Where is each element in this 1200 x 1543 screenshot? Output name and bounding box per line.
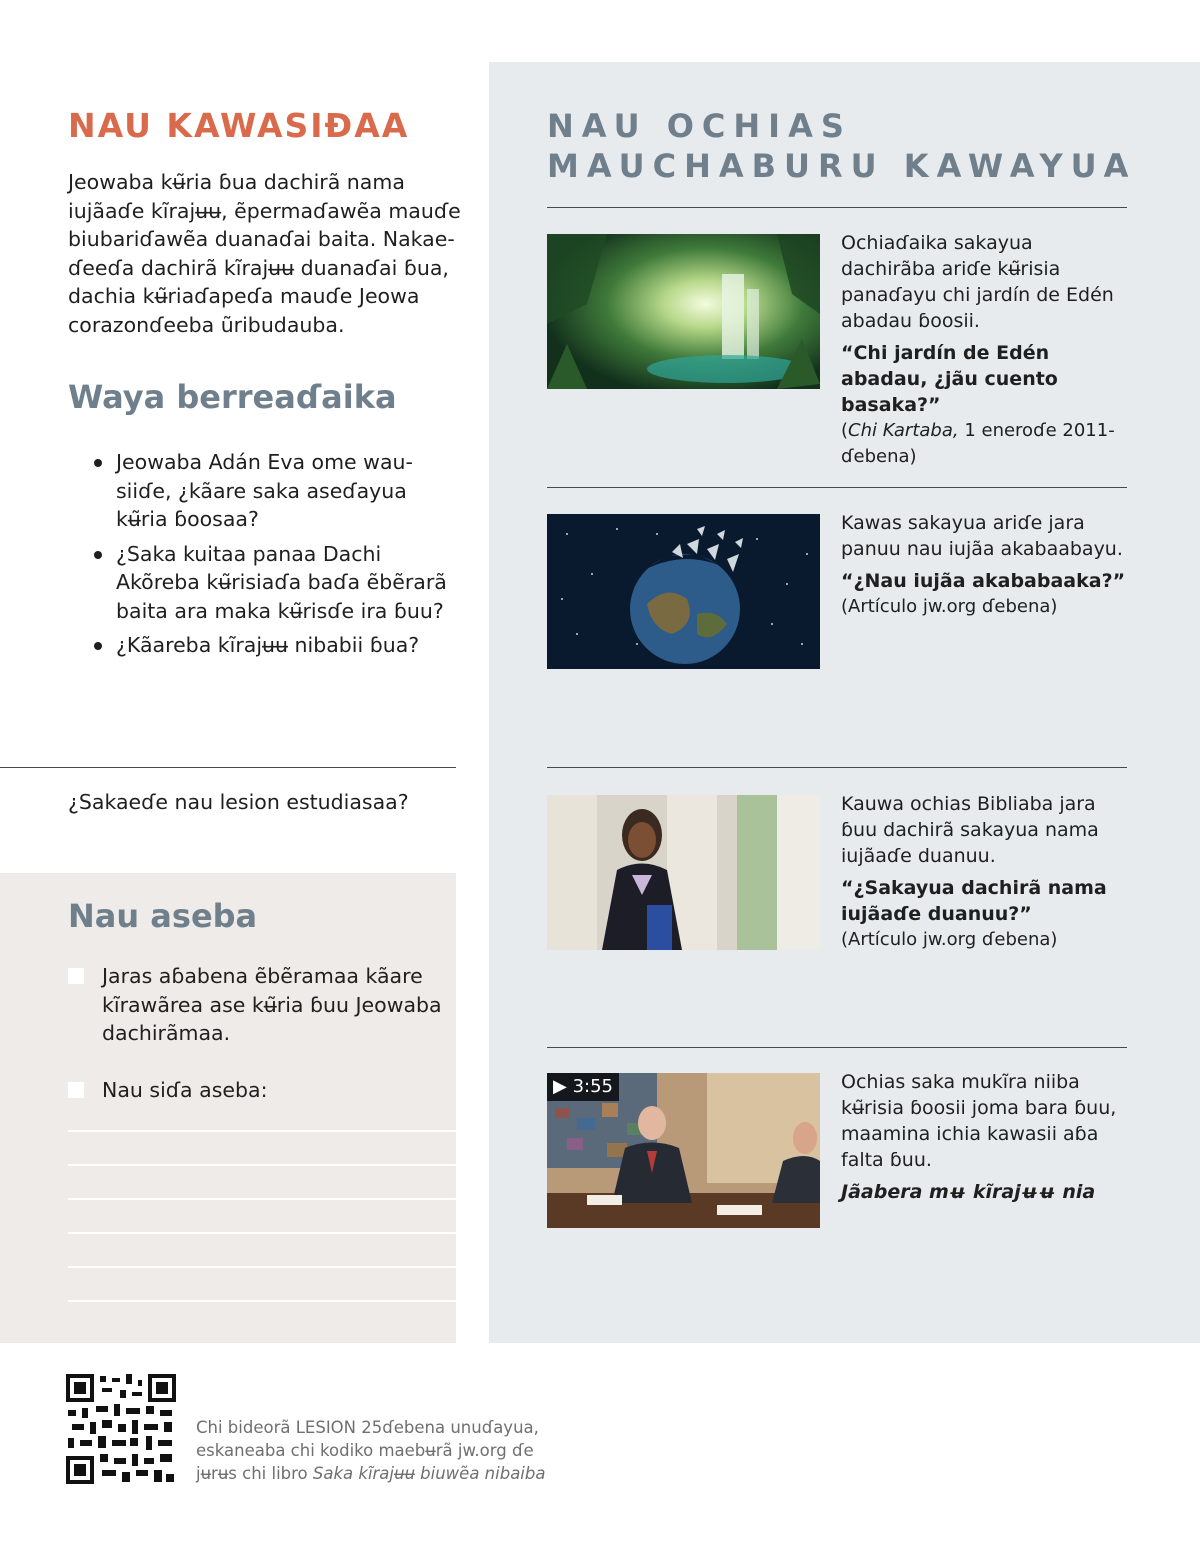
- earth-image[interactable]: [547, 514, 820, 669]
- writing-line[interactable]: [68, 1130, 456, 1132]
- source-italic: Chi Kartaba,: [848, 420, 959, 441]
- bullet-icon: [94, 459, 102, 467]
- video-thumbnail[interactable]: [547, 1073, 820, 1228]
- item-title-link[interactable]: “¿Sakayua dachirã nama iujãaɗe duanuu?”: [841, 877, 1107, 925]
- explore-heading-line: MAUCHABURU KAWAYUA: [547, 147, 1137, 185]
- item-source: (Artículo jw.org ɗebena): [841, 929, 1058, 950]
- footer-line: Chi bideorã LESION 25ɗebena unuɗayua,: [196, 1418, 539, 1437]
- goal-item-text: Nau siɗa aseba:: [102, 1078, 268, 1102]
- explore-heading-line: NAU OCHIAS: [547, 107, 852, 145]
- checkbox[interactable]: [68, 968, 84, 984]
- item-description: Kauwa ochias Bibliaba jara ɓuu dachirã sakayua nama iujãaɗe duanuu.: [841, 793, 1099, 867]
- footer-line: jʉrʉs chi libro: [196, 1464, 313, 1483]
- section-heading-kawasidaa: NAU KAWASIƉAA: [68, 106, 410, 145]
- item-description: Kawas sakayua ariɗe jara panuu nau iujãa akabaabayu.: [841, 512, 1123, 560]
- goal-item: [68, 962, 472, 1048]
- explore-item-text: [841, 791, 1133, 953]
- divider: [547, 767, 1127, 768]
- shattering-earth-illustration: [547, 514, 820, 669]
- item-title-link[interactable]: Jãabera mʉ kĩrajʉʉ nia: [841, 1181, 1096, 1203]
- intro-paragraph: Jeowaba kʉ̃ria ɓua dachirã nama iujãaɗe kĩrajʉʉ, ẽpermaɗawẽa mauɗe biubariɗawẽa duanaɗai baita. Nakaeɗeeɗa dachirã kĩrajʉʉ duanaɗai ɓua, dachia kʉ̃riaɗapeɗa mauɗe Jeowa corazonɗeeba ũribudauba.: [68, 170, 461, 337]
- divider: [547, 1047, 1127, 1048]
- explore-heading: [547, 106, 1136, 186]
- study-question: ¿Sakaeɗe nau lesion estudiasaa?: [68, 790, 409, 814]
- video-duration-badge: [547, 1073, 619, 1101]
- source-open: (: [841, 420, 849, 441]
- woman-image[interactable]: [547, 795, 820, 950]
- item-description: Ochias saka mukĩra niiba kʉ̃risia ɓoosii joma bara ɓuu, maamina ichia kawasii aɓa falta ɓuu.: [841, 1071, 1117, 1171]
- goal-item-text: Jaras aɓabena ẽbẽramaa kãare kĩrawãrea ase kʉ̃ria ɓuu Jeowaba dachirãmaa.: [102, 964, 442, 1045]
- writing-line[interactable]: [68, 1198, 456, 1200]
- goal-box: [0, 873, 456, 1343]
- review-heading: Waya berreaɗaika: [68, 378, 397, 416]
- writing-line[interactable]: [68, 1164, 456, 1166]
- review-item: [92, 631, 452, 660]
- review-item-text: Jeowaba Adán Eva ome wausiiɗe, ¿kãare saka aseɗayua kʉ̃ria ɓoosaa?: [116, 450, 413, 531]
- explore-item-text: [841, 1069, 1133, 1205]
- divider: [547, 487, 1127, 488]
- review-list: [92, 448, 452, 666]
- footer-note: [196, 1416, 616, 1485]
- writing-line[interactable]: [68, 1300, 456, 1302]
- source-rest: 1 eneroɗe 2011-ɗebena): [841, 420, 1115, 467]
- divider: [547, 207, 1127, 208]
- goal-heading: Nau aseba: [68, 897, 258, 935]
- garden-illustration: [547, 234, 820, 389]
- qr-code-icon[interactable]: [66, 1374, 176, 1484]
- bullet-icon: [94, 642, 102, 650]
- item-source: (Artículo jw.org ɗebena): [841, 596, 1058, 617]
- goal-item: [68, 1076, 472, 1105]
- footer-line: eskaneaba chi kodiko maebʉrã jw.org ɗe: [196, 1441, 534, 1460]
- video-duration: 3:55: [572, 1076, 613, 1097]
- writing-line[interactable]: [68, 1232, 456, 1234]
- garden-image[interactable]: [547, 234, 820, 389]
- item-description: Ochiaɗaika sakayua dachirãba ariɗe kʉ̃risia panaɗayu chi jardín de Edén abadau ɓoosii.: [841, 232, 1114, 332]
- bullet-icon: [94, 551, 102, 559]
- item-source: [841, 418, 1133, 470]
- explore-item-text: [841, 510, 1133, 620]
- footer-book-title: Saka kĩrajʉʉ biuwẽa nibaiba: [312, 1464, 546, 1483]
- young-woman-illustration: [547, 795, 820, 950]
- checkbox[interactable]: [68, 1082, 84, 1098]
- writing-line[interactable]: [68, 1266, 456, 1268]
- item-title-link[interactable]: “¿Nau iujãa akababaaka?”: [841, 570, 1126, 592]
- review-item: [92, 540, 452, 626]
- explore-item-text: [841, 230, 1133, 470]
- review-item-text: ¿Saka kuitaa panaa Dachi Akõreba kʉ̃risiaɗa baɗa ẽbẽrarã baita ara maka kʉ̃risɗe ira ɓuu?: [116, 541, 447, 623]
- play-icon: ▶: [553, 1076, 567, 1097]
- review-item-text: ¿Kãareba kĩrajʉʉ nibabii ɓua?: [116, 633, 420, 657]
- item-title-link[interactable]: “Chi jardín de Edén abadau, ¿jãu cuento basaka?”: [841, 342, 1058, 416]
- review-item: [92, 448, 452, 534]
- divider: [0, 767, 456, 768]
